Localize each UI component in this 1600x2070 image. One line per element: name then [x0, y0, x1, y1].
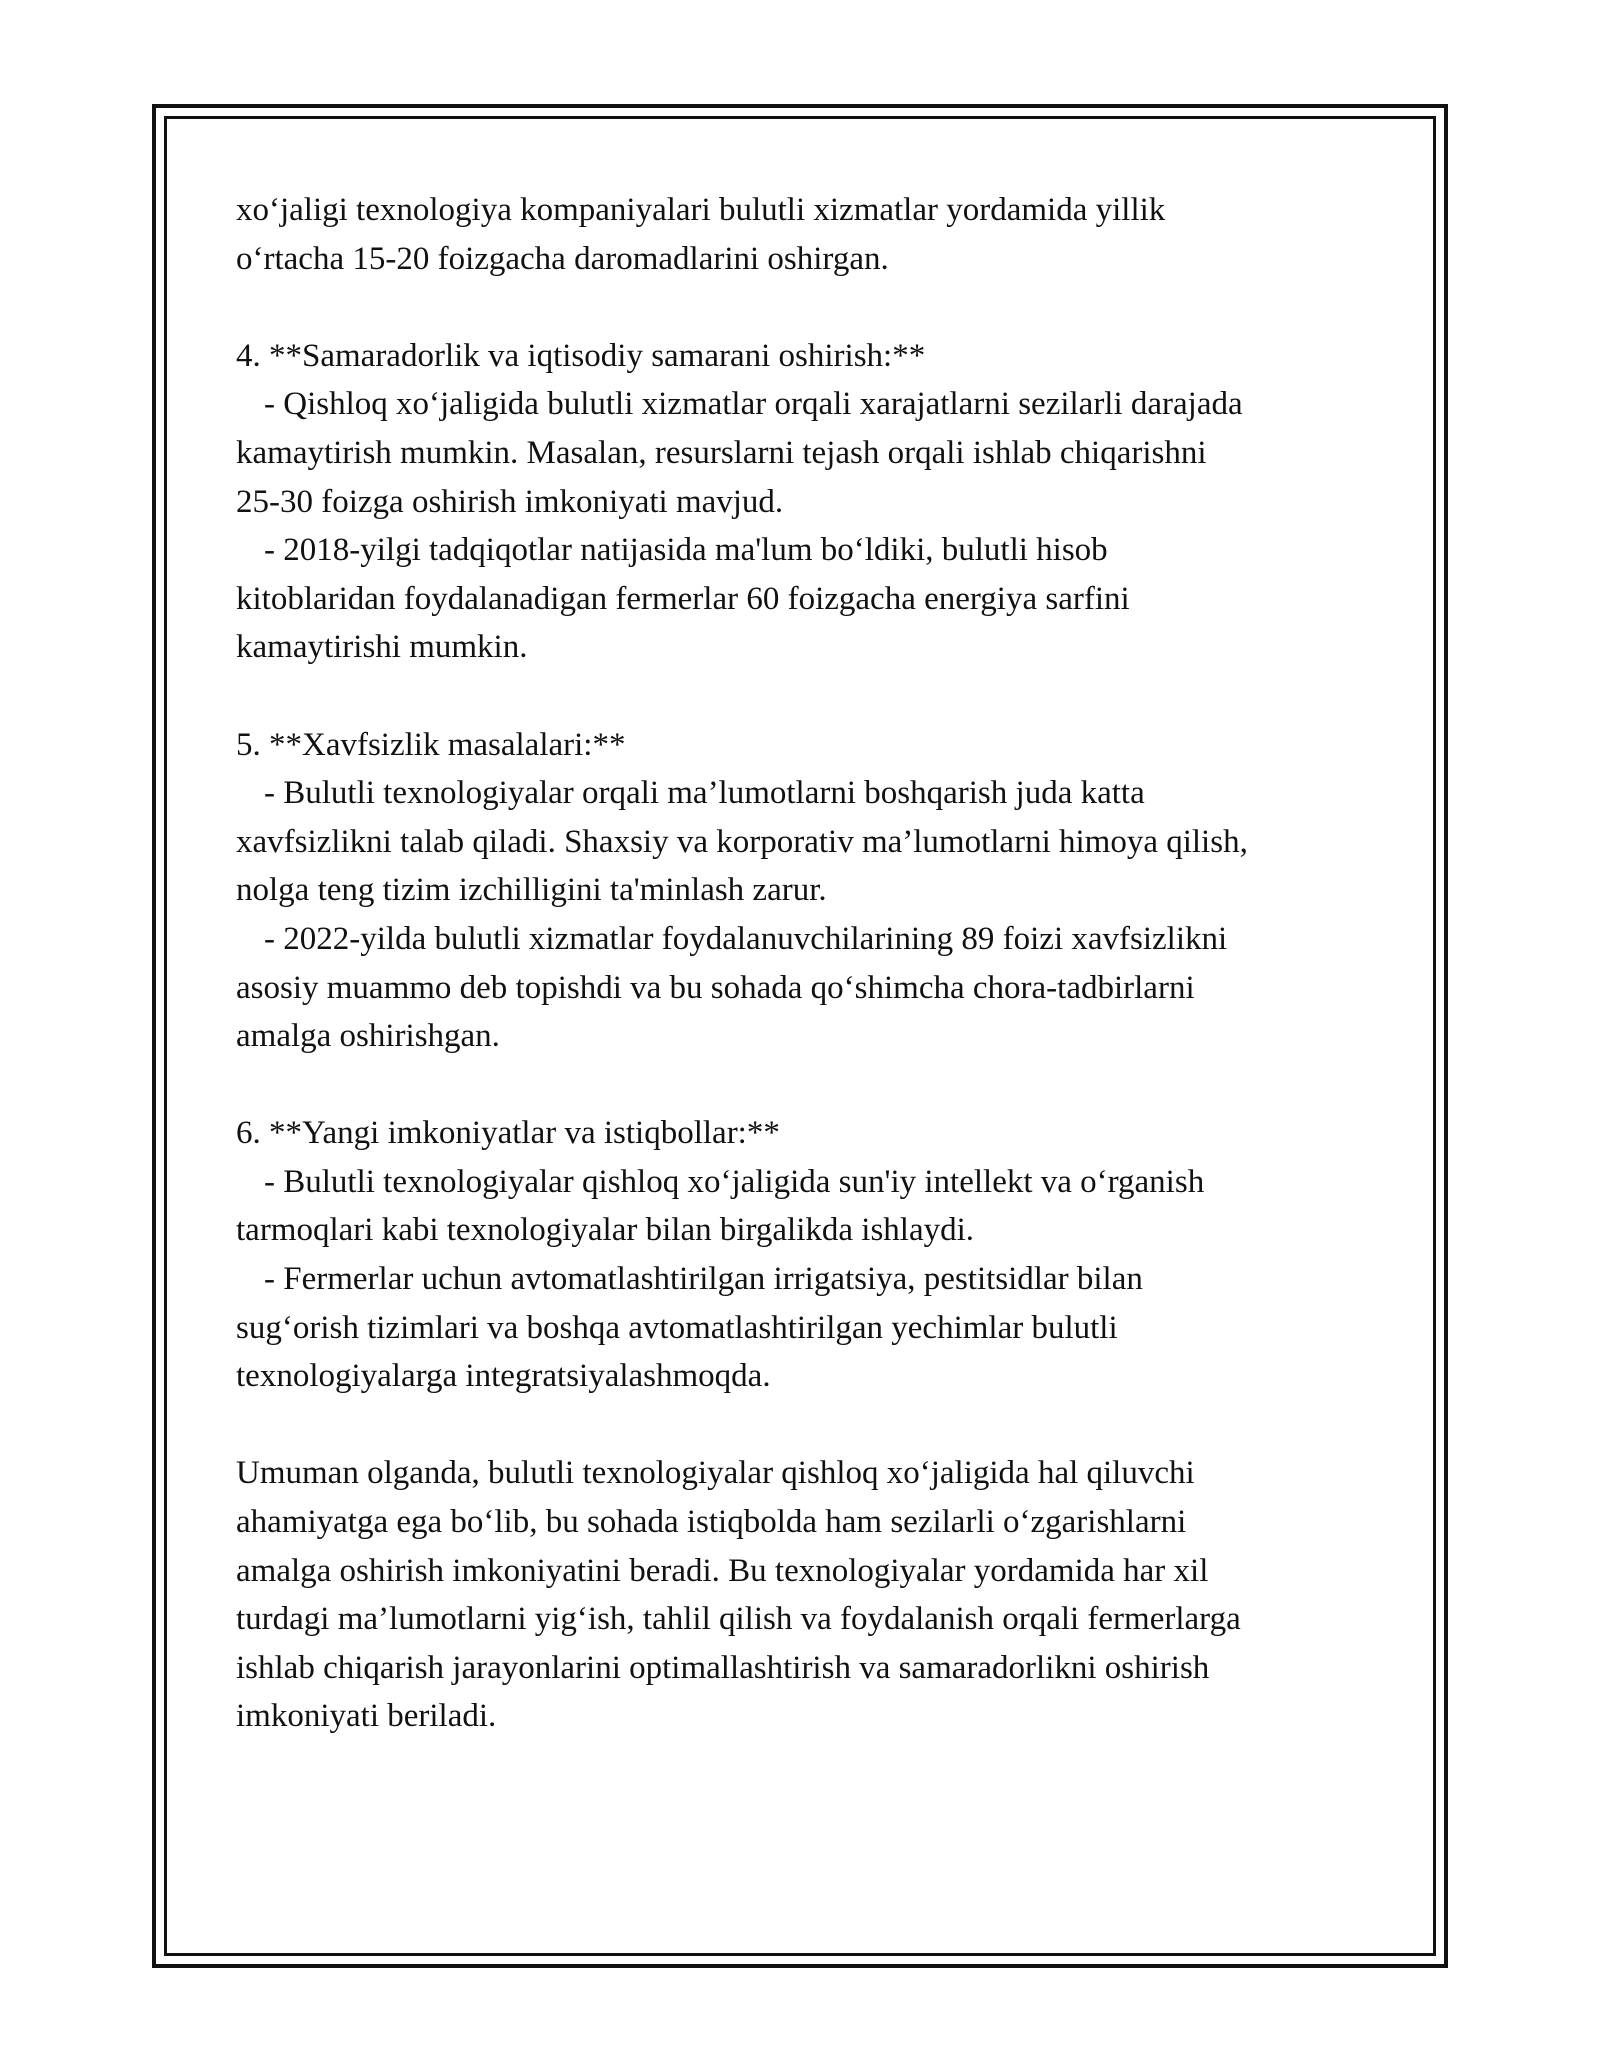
paragraph-gap [236, 1061, 1366, 1110]
text-line: xo‘jaligi texnologiya kompaniyalari bulutli xizmatlar yordamida yillik [236, 192, 1166, 228]
text-line: - Fermerlar uchun avtomatlashtirilgan irrigatsiya, pestitsidlar bilan [264, 1261, 1143, 1298]
text-line: kitoblaridan foydalanadigan fermerlar 60 foizgacha energiya sarfini [236, 580, 1130, 617]
text-line: asosiy muammo deb topishdi va bu sohada qo‘shimcha chora-tadbirlarni [236, 969, 1195, 1006]
text-line: - 2022-yilda bulutli xizmatlar foydalanuvchilarining 89 foizi xavfsizlikni [264, 920, 1228, 957]
section-5 [236, 721, 1366, 1061]
text-line: texnologiyalarga integratsiyalashmoqda. [236, 1358, 771, 1395]
text-line: - Bulutli texnologiyalar qishloq xo‘jaligida sun'iy intellekt va o‘rganish [264, 1163, 1205, 1200]
text-line: turdagi ma’lumotlarni yig‘ish, tahlil qilish va foydalanish orqali fermerlarga [236, 1601, 1241, 1638]
bullet-line [236, 380, 1366, 429]
section-heading: 5. **Xavfsizlik masalalari:** [236, 726, 626, 763]
text-line: - Qishloq xo‘jaligida bulutli xizmatlar orqali xarajatlarni sezilarli darajada [264, 386, 1243, 423]
section-6 [236, 1109, 1366, 1401]
text-line: kamaytirishi mumkin. [236, 629, 528, 666]
text-line: amalga oshirishgan. [236, 1018, 500, 1055]
text-line: ahamiyatga ega bo‘lib, bu sohada istiqbolda ham sezilarli o‘zgarishlarni [236, 1504, 1187, 1541]
text-line: nolga teng tizim izchilligini ta'minlash zarur. [236, 872, 827, 909]
section-heading: 6. **Yangi imkoniyatlar va istiqbollar:** [236, 1115, 780, 1152]
text-line: 25-30 foizga oshirish imkoniyati mavjud. [236, 483, 784, 520]
section-4 [236, 332, 1366, 672]
section-heading: 4. **Samaradorlik va iqtisodiy samarani oshirish:** [236, 337, 926, 374]
text-line: amalga oshirish imkoniyatini beradi. Bu texnologiyalar yordamida har xil [236, 1552, 1209, 1589]
conclusion-paragraph [236, 1449, 1366, 1741]
bullet-line [236, 769, 1366, 818]
bullet-line [236, 526, 1366, 575]
paragraph-gap [236, 1401, 1366, 1450]
paragraph-gap [236, 672, 1366, 721]
text-line: sug‘orish tizimlari va boshqa avtomatlashtirilgan yechimlar bulutli [236, 1309, 1118, 1346]
paragraph-gap [236, 283, 1366, 332]
bullet-line [236, 1158, 1366, 1207]
bullet-line [236, 1255, 1366, 1304]
text-line: o‘rtacha 15-20 foizgacha daromadlarini oshirgan. [236, 240, 889, 277]
document-body [236, 186, 1366, 1741]
text-line: kamaytirish mumkin. Masalan, resurslarni tejash orqali ishlab chiqarishni [236, 434, 1207, 471]
text-line: - 2018-yilgi tadqiqotlar natijasida ma'lum bo‘ldiki, bulutli hisob [264, 532, 1108, 569]
bullet-line [236, 915, 1366, 964]
text-line: imkoniyati beriladi. [236, 1698, 497, 1735]
intro-paragraph [236, 186, 1366, 283]
text-line: ishlab chiqarish jarayonlarini optimallashtirish va samaradorlikni oshirish [236, 1649, 1210, 1686]
text-line: tarmoqlari kabi texnologiyalar bilan birgalikda ishlaydi. [236, 1212, 975, 1249]
text-line: - Bulutli texnologiyalar orqali ma’lumotlarni boshqarish juda katta [264, 775, 1145, 812]
text-line: Umuman olganda, bulutli texnologiyalar qishloq xo‘jaligida hal qiluvchi [236, 1455, 1195, 1492]
text-line: xavfsizlikni talab qiladi. Shaxsiy va korporativ ma’lumotlarni himoya qilish, [236, 823, 1248, 860]
